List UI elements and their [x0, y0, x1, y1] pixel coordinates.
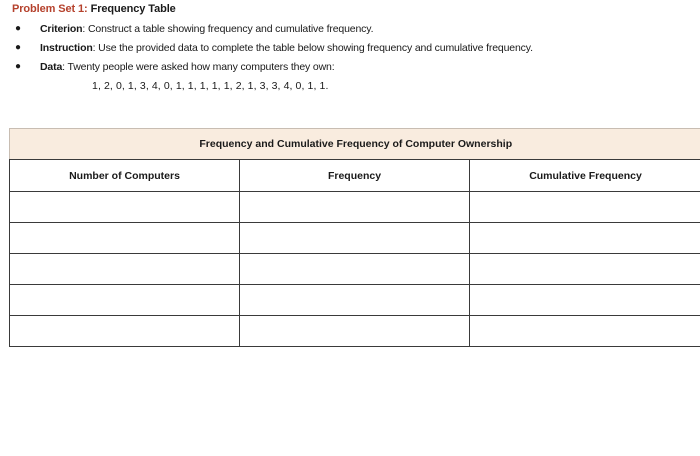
table-cell-frequency[interactable] — [240, 285, 470, 316]
bullet-instruction: ● Instruction: Use the provided data to complete the table below showing frequency and cumulative frequency. — [15, 42, 533, 54]
bullet-data: ● Data: Twenty people were asked how many computers they own: 1, 2, 0, 1, 3, 4, 0, 1, 1, 1, 1, 1, 2, 1, 3, 3, 4, 0, 1, 1. — [12, 61, 672, 92]
table-cell-frequency[interactable] — [240, 316, 470, 347]
table-cell-cumulative[interactable] — [470, 192, 700, 223]
table-cell-frequency[interactable] — [240, 223, 470, 254]
problem-heading — [12, 3, 176, 15]
table-caption: Frequency and Cumulative Frequency of Computer Ownership — [10, 129, 700, 160]
table-row — [10, 254, 700, 285]
table-cell-number[interactable] — [10, 192, 240, 223]
problem-set-label: Problem Set 1: — [12, 3, 88, 15]
table-row — [10, 285, 700, 316]
table-cell-cumulative[interactable] — [470, 254, 700, 285]
bullet-dot-icon: ● — [15, 23, 21, 34]
data-values: 1, 2, 0, 1, 3, 4, 0, 1, 1, 1, 1, 1, 2, 1, 3, 3, 4, 0, 1, 1. — [92, 80, 329, 92]
bullet-text-criterion: Construct a table showing frequency and cumulative frequency. — [87, 23, 374, 35]
column-header-number-of-computers: Number of Computers — [10, 160, 240, 192]
column-header-cumulative-frequency: Cumulative Frequency — [470, 160, 700, 192]
table-cell-number[interactable] — [10, 285, 240, 316]
table-row — [10, 192, 700, 223]
bullet-label-criterion: Criterion — [40, 23, 83, 35]
table-row — [10, 223, 700, 254]
bullet-text-instruction: Use the provided data to complete the table below showing frequency and cumulative frequency. — [98, 42, 533, 54]
table-cell-number[interactable] — [10, 254, 240, 285]
bullet-text-data: Twenty people were asked how many computers they own: — [67, 61, 335, 73]
table-cell-number[interactable] — [10, 316, 240, 347]
frequency-table — [9, 128, 700, 347]
bullet-criterion: ● Criterion: Construct a table showing frequency and cumulative frequency. — [15, 23, 374, 35]
table-cell-frequency[interactable] — [240, 192, 470, 223]
table-cell-number[interactable] — [10, 223, 240, 254]
table-cell-frequency[interactable] — [240, 254, 470, 285]
table-cell-cumulative[interactable] — [470, 223, 700, 254]
problem-title: Frequency Table — [90, 3, 176, 15]
table-row — [10, 316, 700, 347]
table-cell-cumulative[interactable] — [470, 316, 700, 347]
column-header-frequency: Frequency — [240, 160, 470, 192]
bullet-label-instruction: Instruction — [40, 42, 93, 54]
instruction-list — [12, 23, 672, 99]
bullet-dot-icon: ● — [15, 61, 21, 72]
bullet-label-data: Data — [40, 61, 63, 73]
bullet-dot-icon: ● — [15, 42, 21, 53]
table-cell-cumulative[interactable] — [470, 285, 700, 316]
